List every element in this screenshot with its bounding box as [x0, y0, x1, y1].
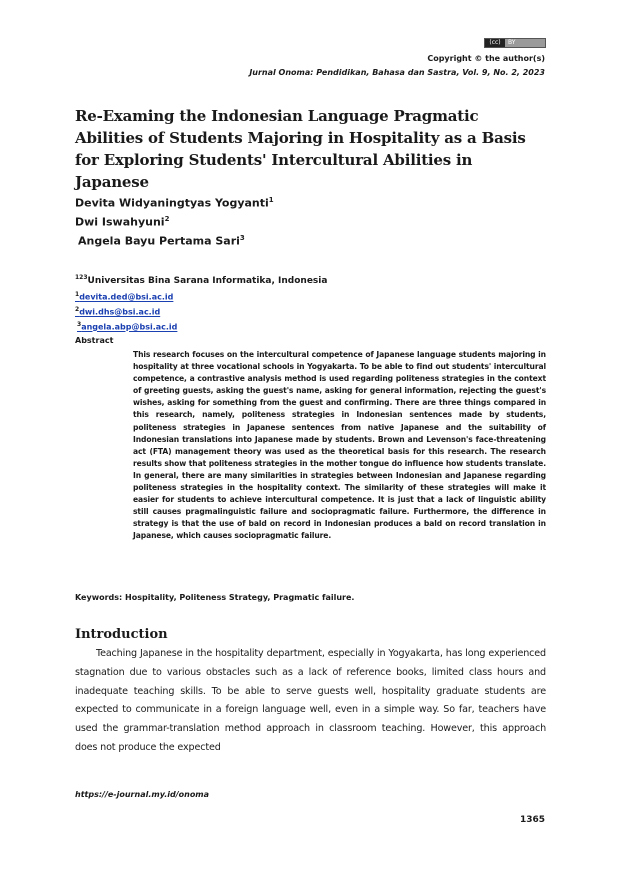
section-heading-introduction: Introduction	[75, 627, 168, 642]
keywords-text: Hospitality, Politeness Strategy, Pragmatic failure.	[125, 593, 355, 602]
keywords	[75, 593, 354, 602]
keywords-label: Keywords:	[75, 593, 123, 602]
author-sup: 1	[268, 196, 274, 204]
cc-icon: (cc)	[485, 39, 505, 47]
affiliation	[75, 274, 327, 286]
cc-license-badge	[484, 38, 546, 48]
author-1	[75, 196, 274, 210]
email-sup: 1	[75, 291, 80, 298]
author-3	[78, 234, 245, 248]
email-address[interactable]: dwi.dhs@bsi.ac.id	[79, 307, 161, 317]
author-name: Angela Bayu Pertama Sari	[78, 234, 240, 248]
affiliation-sup: 123	[75, 274, 88, 281]
affiliation-text: Universitas Bina Sarana Informatika, Indonesia	[87, 276, 328, 286]
email-address[interactable]: angela.abp@bsi.ac.id	[81, 322, 178, 332]
author-2	[75, 215, 169, 229]
email-address[interactable]: devita.ded@bsi.ac.id	[79, 292, 174, 302]
author-sup: 3	[239, 234, 245, 242]
journal-citation: Jurnal Onoma: Pendidikan, Bahasa dan Sastra, Vol. 9, No. 2, 2023	[249, 68, 545, 77]
copyright-notice: Copyright © the author(s)	[427, 54, 545, 63]
author-name: Dwi Iswahyuni	[75, 215, 165, 229]
page-number: 1365	[519, 815, 545, 825]
email-link-2[interactable]	[75, 306, 160, 317]
abstract-text: This research focuses on the intercultural competence of Japanese language students majoring in hospitality at three vocational schools in Yogyakarta. To be able to find out students' intercultural competence, a contrastive analysis method is used regarding politeness strategies in the context of greeting guests, asking the guest's name, asking for general information, rejecting the guest's wishes, asking for something from the guest and confirming. There are three things compared in this research, namely, politeness strategies in Indonesian sentences made by students, politeness strategies in Japanese sentences from native Japanese and the suitability of Indonesian translations into Japanese made by students. Brown and Levenson's face-threatening act (FTA) management theory was used as the theoretical basis for this research. The research results show that politeness strategies in the mother tongue do influence how students translate. In general, there are many similarities in strategies between Indonesian and Japanese regarding politeness strategies in the hospitality context. The similarity of these strategies will make it easier for students to achieve intercultural competence. It is just that a lack of linguistic ability still causes pragmalinguistic failure and sociopragmatic failure. Furthermore, the difference in strategy is that the use of bald on record in Indonesian produces a bald on record translation in Japanese, which causes sociopragmatic failure.	[133, 350, 546, 541]
email-sup: 3	[77, 321, 82, 328]
journal-url[interactable]: https://e-journal.my.id/onoma	[75, 790, 210, 799]
email-link-1[interactable]	[75, 291, 173, 302]
author-name: Devita Widyaningtyas Yogyanti	[75, 196, 269, 210]
by-icon: BY	[508, 39, 516, 46]
introduction-paragraph: Teaching Japanese in the hospitality department, especially in Yogyakarta, has long experienced stagnation due to various obstacles such as a lack of reference books, limited class hours and inadequate teaching skills. To be able to serve guests well, hospitality graduate students are expected to communicate in a foreign language well, even in a simple way. So far, teachers have used the grammar-translation method approach in classroom teaching. However, this approach does not produce the expected	[75, 648, 546, 753]
author-sup: 2	[164, 215, 170, 223]
abstract-label: Abstract	[75, 336, 114, 345]
email-link-3[interactable]	[77, 321, 177, 332]
paper-title: Re-Examing the Indonesian Language Pragmatic Abilities of Students Majoring in Hospitality as a Basis for Exploring Students' Intercultural Abilities in Japanese	[75, 107, 526, 191]
email-sup: 2	[75, 306, 80, 313]
